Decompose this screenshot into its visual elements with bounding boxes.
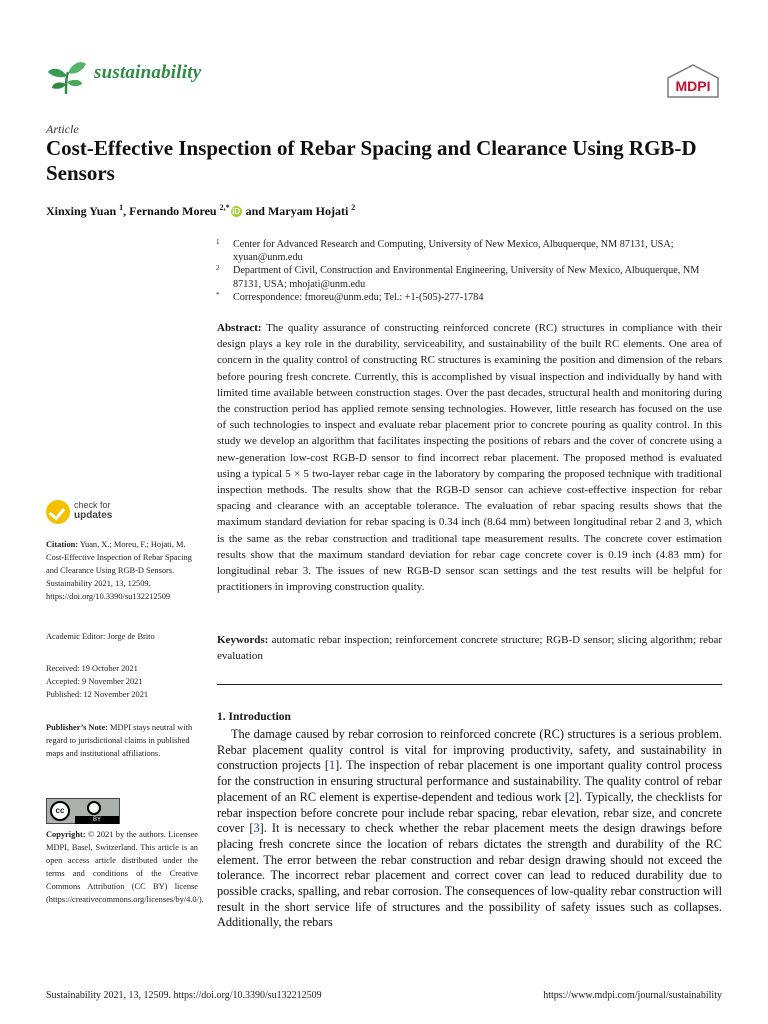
keywords-label: Keywords:: [217, 634, 269, 646]
check-updates-line2: updates: [74, 510, 113, 521]
correspondence-text: Correspondence: fmoreu@unm.edu; Tel.: +1-(505)-277-1784: [233, 291, 484, 303]
citation-text: Yuan, X.; Moreu, F.; Hojati, M. Cost-Effective Inspection of Rebar Spacing and Clearance Using RGB-D Sensors. Sustainability 2021, 13, 12509. https://doi.org/10.3390/su132212509: [46, 540, 192, 601]
intro-text: ]. Typically, the checklists for rebar inspection before concrete pour include rebar spacing, rebar elevation, rebar size, and concrete cover [: [217, 789, 722, 836]
affiliation-mark: *: [216, 290, 220, 299]
affiliation-text: Department of Civil, Construction and Environmental Engineering, University of New Mexico, Albuquerque, NM 87131, USA; mhojati@unm.edu: [233, 265, 700, 290]
author-separator: and: [242, 204, 268, 218]
citation-link[interactable]: 2: [568, 789, 575, 804]
mdpi-logo-icon: [664, 64, 722, 98]
intro-text: The damage caused by rebar corrosion to reinforced concrete (RC) structures is a serious problem. Rebar placement quality control is vital for improving productivity, safety, and sustainability in construction projects [: [217, 727, 722, 773]
section-divider: [217, 684, 722, 685]
affiliation-mark: 1: [216, 238, 220, 246]
academic-editor: Academic Editor: Jorge de Brito: [46, 632, 155, 641]
introduction-paragraph: [217, 727, 722, 931]
dates-block: [46, 662, 198, 701]
published-date: Published: 12 November 2021: [46, 690, 149, 699]
accepted-date: Accepted: 9 November 2021: [46, 677, 143, 686]
check-updates-line1: check for: [74, 500, 111, 510]
by-label: BY: [75, 816, 119, 824]
author-name[interactable]: Fernando Moreu: [129, 204, 217, 218]
abstract-label: Abstract:: [217, 322, 262, 334]
citation-block: [46, 538, 198, 603]
author-separator: ,: [123, 204, 130, 218]
author-affiliation-marker: 2,*: [219, 203, 230, 212]
citation-label: Citation:: [46, 540, 79, 549]
publisher-note: [46, 721, 198, 760]
copyright-block: [46, 828, 204, 906]
affiliations: [213, 238, 725, 304]
received-date: Received: 19 October 2021: [46, 664, 138, 673]
citation-link[interactable]: 3: [253, 821, 260, 836]
citation-link[interactable]: 1: [328, 758, 336, 773]
affiliation-text: Center for Advanced Research and Computing, University of New Mexico, Albuquerque, NM 87131, USA; xyuan@unm.edu: [233, 239, 674, 264]
checkmark-icon: [46, 500, 70, 524]
copyright-label: Copyright:: [46, 830, 86, 839]
author-affiliation-marker: 1: [119, 203, 124, 212]
journal-header: [46, 56, 722, 100]
author-name[interactable]: Xinxing Yuan: [46, 204, 117, 218]
footer-journal-url[interactable]: https://www.mdpi.com/journal/sustainability: [543, 990, 722, 1001]
publisher-note-text: MDPI stays neutral with regard to jurisdictional claims in published maps and institutional affiliations.: [46, 723, 193, 758]
affiliation-item: [213, 291, 725, 304]
publisher-note-label: Publisher’s Note:: [46, 723, 108, 732]
author-list: [46, 203, 726, 219]
section-heading-introduction: 1. Introduction: [217, 711, 291, 723]
author-affiliation-marker: 2: [351, 203, 356, 212]
article-title: Cost-Effective Inspection of Rebar Spacing and Clearance Using RGB-D Sensors: [46, 136, 697, 185]
cc-by-license-badge[interactable]: [46, 798, 120, 824]
creative-commons-icon: cc: [50, 801, 70, 821]
affiliation-mark: 2: [216, 264, 220, 273]
footer-citation: Sustainability 2021, 13, 12509. https://doi.org/10.3390/su132212509: [46, 990, 322, 1001]
affiliation-item: [213, 238, 725, 264]
mdpi-logo-text: MDPI: [675, 78, 711, 94]
orcid-icon[interactable]: iD: [232, 207, 241, 216]
copyright-text: © 2021 by the authors. Licensee MDPI, Basel, Switzerland. This article is an open access article distributed under the terms and conditions of the Creative Commons Attribution (CC BY) license (https://creativecommons.org/licenses/by/4.0/).: [46, 830, 204, 904]
affiliation-item: [213, 264, 725, 290]
abstract-text: The quality assurance of constructing reinforced concrete (RC) structures in compliance with their design plays a key role in the durability, serviceability, and sustainability of the built RC elements. One area of concern in the quality control of constructing RC structures is examining the position and dimension of the rebars before pouring fresh concrete. Currently, this is accomplished by visual inspection and individually by hand with limited time available between construction stages. Over the past decades, structural health and monitoring during the construction period has applied remote sensing technologies. However, little research has focused on the use of such technologies to inspect and evaluate rebar placement prior to concrete pouring as quality control. In this study we develop an algorithm that facilitates inspecting the positions of rebars and the cover of concrete using a new-generation low-cost RGB-D sensor to find incorrect rebar placement. The proposed method is evaluated using a typical 5 × 5 two-layer rebar cage in the laboratory by comparing the proposed technique with traditional inspection methods. The results show that the RGB-D sensor can achieve cost-effective inspection for rebar spacing and clearance with an acceptable tolerance. The evaluation of rebar spacing results shows that the maximum standard deviation for rebar spacing is 0.34 inch (8.64 mm) between longitudinal rebar 2 and 3, which is the same as the rebar construction and traditional tape measurement results. The concrete cover estimation results show that the maximum standard deviation for rebar cage concrete cover is 0.19 inch (4.83 mm) for longitudinal rebar 3. The issues of new RGB-D sensor scan settings and the test results will be helpful for practitioners in improving construction quality.: [217, 322, 722, 594]
attribution-person-icon: [87, 801, 101, 815]
author-name[interactable]: Maryam Hojati: [267, 204, 349, 218]
abstract: [217, 320, 722, 595]
article-type: Article: [46, 122, 79, 136]
keywords: [217, 632, 722, 664]
keywords-text: automatic rebar inspection; reinforcement concrete structure; RGB-D sensor; slicing algorithm; rebar evaluation: [217, 634, 722, 663]
intro-text: ]. It is necessary to check whether the rebar placement meets the design drawings before placing fresh concrete since the location of rebars dictates the strength and durability of the RC element. The error between the rebar construction and rebar design drawing should not exceed the tolerance. The incorrect rebar placement and correct cover can lead to reduced durability due to possible cracks, spalling, and rebar corrosion. The consequences of low-quality rebar construction will result in the short service life of structures and the possibility of safety issues such as collapses. Additionally, the rebars: [217, 821, 723, 930]
intro-text: ]. The inspection of rebar placement is one important quality control process for the construction in ensuring structural performance and sustainability. The quality control of rebar placement of an RC element is expertise-dependent and tedious work [: [217, 758, 722, 804]
check-for-updates-badge[interactable]: [46, 498, 146, 526]
sustainability-leaf-logo-icon: [46, 60, 88, 96]
journal-name: sustainability: [94, 62, 202, 83]
